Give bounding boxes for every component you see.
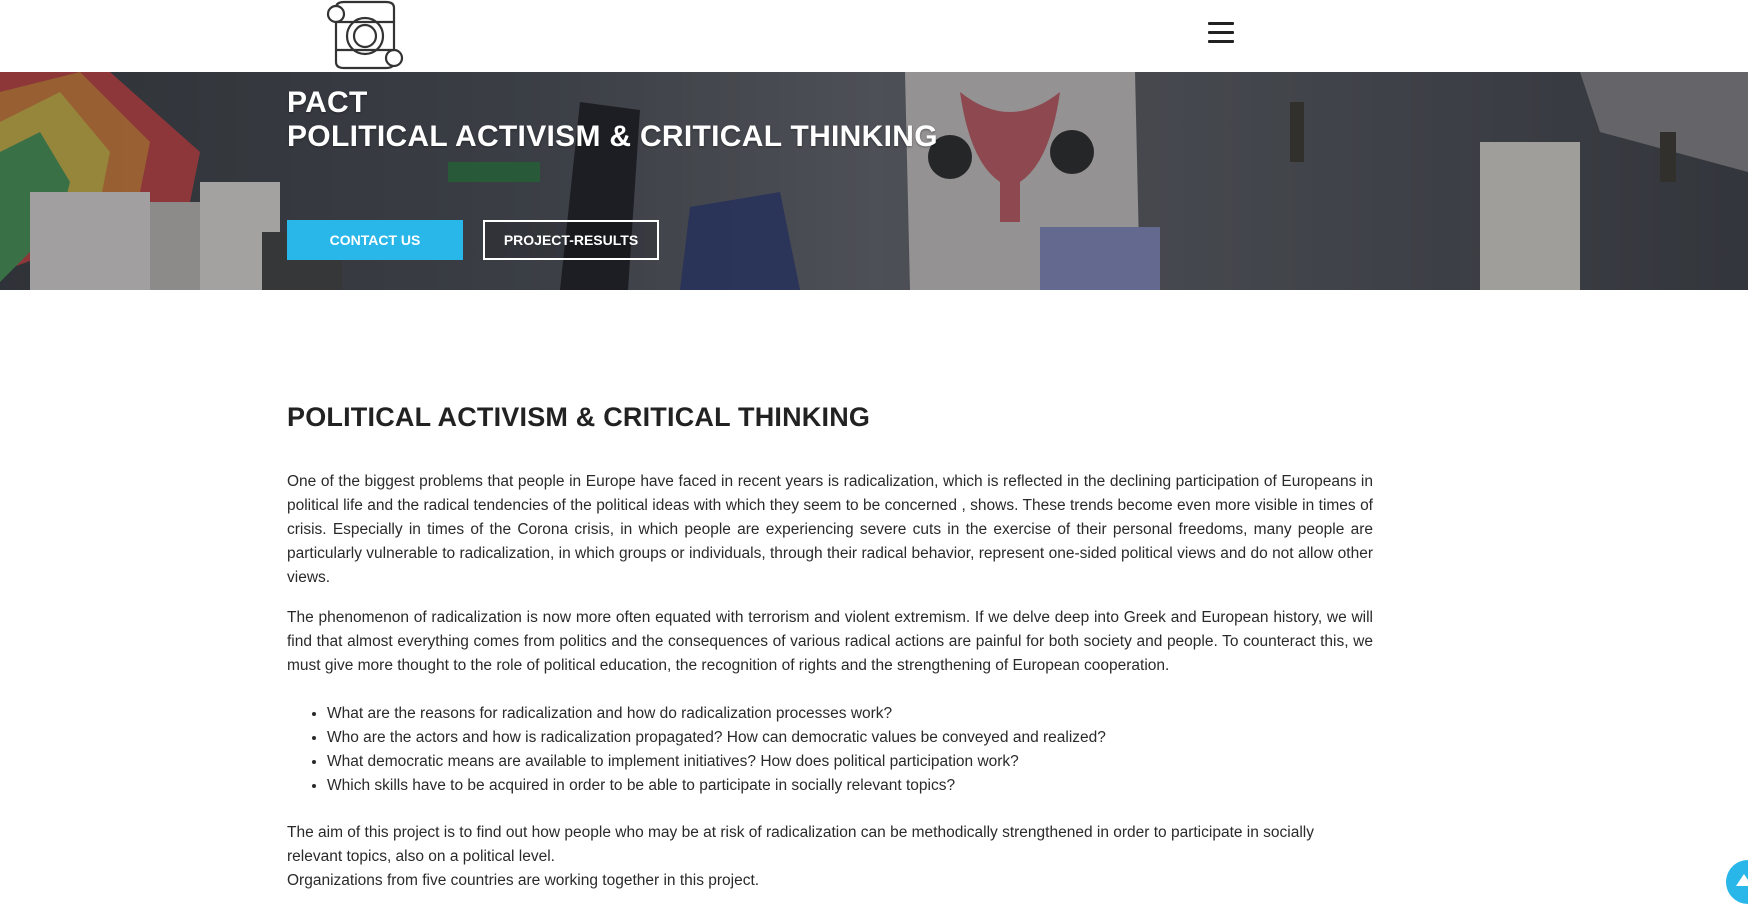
- hero-banner: [0, 72, 1748, 290]
- page-title: POLITICAL ACTIVISM & CRITICAL THINKING: [287, 402, 871, 432]
- radicalization-paragraph: The phenomenon of radicalization is now more often equated with terrorism and violent extremism. If we delve deep into Greek and European history, we will find that almost everything comes from politics and the consequences of various radical actions are painful for both society and people. To counteract this, we must give more thought to the role of political education, the recognition of rights and the strengthening of European cooperation.: [287, 609, 1373, 674]
- list-item: • Who are the actors and how is radicalization propagated? How can democratic values be conveyed and realized?: [327, 726, 1106, 750]
- hero-title-line1: PACT: [287, 86, 368, 119]
- top-navigation-bar: [0, 0, 1748, 72]
- project-results-button[interactable]: PROJECT-RESULTS: [483, 220, 659, 260]
- intro-paragraph: One of the biggest problems that people in Europe have faced in recent years is radicalization, which is reflected in the declining participation of Europeans in political life and the radical tendencies of the political ideas with which they seem to be concerned , shows. These trends become even more visible in times of crisis. Especially in times of the Corona crisis, in which people are experiencing severe cuts in the exercise of their personal freedoms, many people are particularly vulnerable to radicalization, in which groups or individuals, through their radical behavior, represent one-sided political views and do not allow other views.: [287, 473, 1373, 586]
- scroll-to-top-button[interactable]: [1726, 860, 1748, 904]
- list-item: • What are the reasons for radicalization and how do radicalization processes work?: [327, 702, 1106, 726]
- hero-title-line2: POLITICAL ACTIVISM & CRITICAL THINKING: [287, 120, 938, 153]
- list-item: • What democratic means are available to implement initiatives? How does political participation work?: [327, 750, 1106, 774]
- contact-us-button[interactable]: CONTACT US: [287, 220, 463, 260]
- aim-paragraph: The aim of this project is to find out how people who may be at risk of radicalization can be methodically strengthened in order to participate in socially relevant topics, also on a political level.: [287, 824, 1314, 865]
- pact-logo-icon[interactable]: [322, 0, 408, 70]
- hamburger-menu-icon[interactable]: [1208, 22, 1234, 44]
- arrow-up-icon: [1732, 868, 1748, 892]
- organizations-paragraph: Organizations from five countries are working together in this project.: [287, 872, 760, 889]
- hero-title: [287, 86, 938, 154]
- questions-list: [287, 702, 1106, 798]
- list-item: • Which skills have to be acquired in order to be able to participate in socially relevant topics?: [327, 774, 1106, 798]
- main-content: [287, 380, 1373, 889]
